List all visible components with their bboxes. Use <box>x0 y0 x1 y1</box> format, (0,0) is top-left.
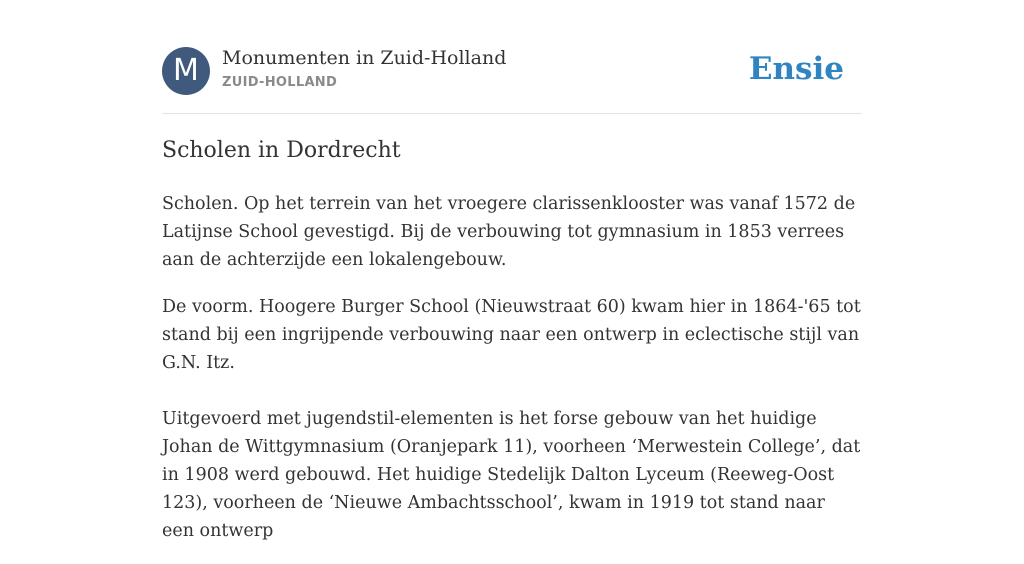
site-title[interactable]: Monumenten in Zuid-Holland <box>222 47 507 69</box>
avatar[interactable]: M <box>162 47 210 95</box>
paragraph: Scholen. Op het terrein van het vroegere clarissenklooster was vanaf 1572 de Latijnse School gevestigd. Bij de verbouwing tot gymnasium in 1853 verrees aan de achterzijde een lokalengebouw. <box>162 194 856 270</box>
header-divider <box>162 113 862 114</box>
article-body <box>162 190 862 564</box>
brand-logo[interactable]: Ensie <box>748 51 844 87</box>
article-title: Scholen in Dordrecht <box>162 138 401 163</box>
site-header <box>162 47 862 95</box>
paragraph: Uitgevoerd met jugendstil-elementen is het forse gebouw van het huidige Johan de Wittgymnasium (Oranjepark 11), voorheen ‘Merwestein College’, dat in 1908 werd gebouwd. Het huidige Stedelijk Dalton Lyceum (Reeweg-Oost 123), voorheen de ‘Nieuwe Ambachtsschool’, kwam in 1919 tot stand naar een ontwerp <box>162 409 861 541</box>
paragraph: De voorm. Hoogere Burger School (Nieuwstraat 60) kwam hier in 1864-'65 tot stand bij een ingrijpende verbouwing naar een ontwerp in eclectische stijl van G.N. Itz. <box>162 297 861 373</box>
site-subtitle[interactable]: ZUID-HOLLAND <box>222 75 338 90</box>
